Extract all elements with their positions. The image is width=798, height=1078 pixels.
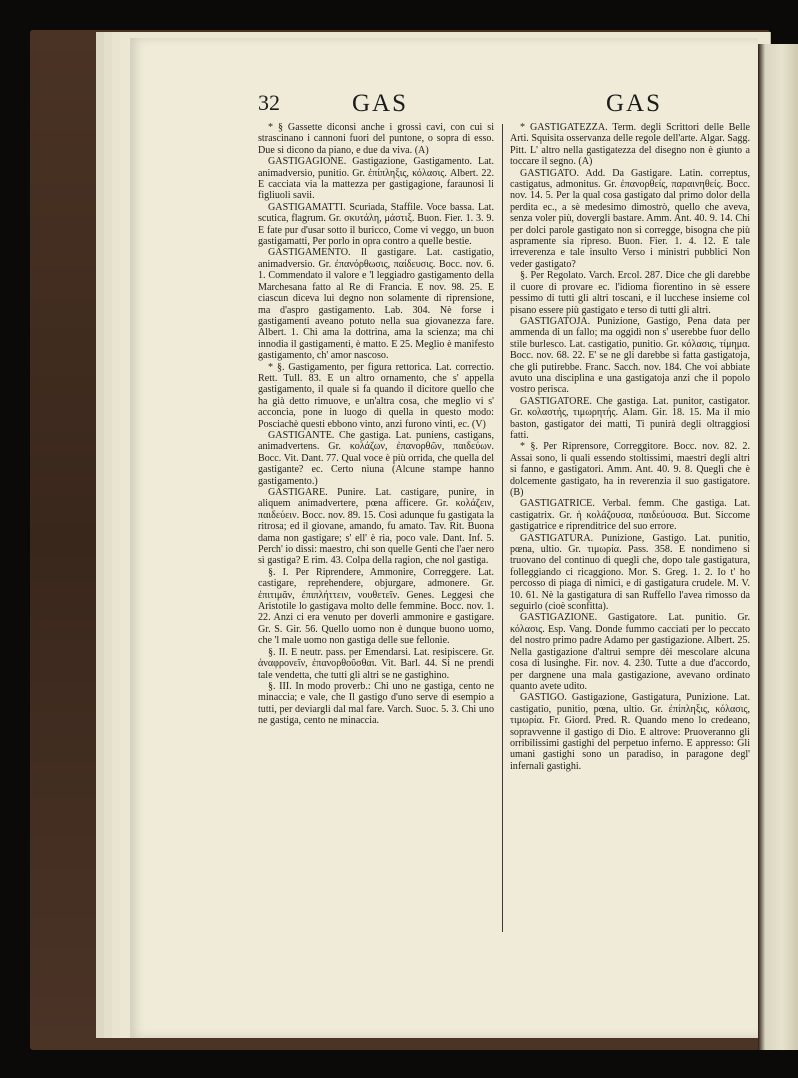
column-divider [502, 124, 503, 932]
dictionary-entry: GASTIGATO. Add. Da Gastigare. Latin. correptus, castigatus, admonitus. Gr. ἐπανορθείς, παραινηθείς. Bocc. nov. 14. 5. Per la qual cosa gastigato dal primo dolor della perdita ec., a sè medesimo dimostrò, quello che aveva, senza voler più, dovergli bastare. Amm. Ant. 40. 9. 14. Chi per dolci parole gastigato non si corregge, bisogna che più aspramente sia ripreso. Buon. Fier. 1. 4. 12. E tale irreverenza e tale insulto Verso i ministri pubblici Non veder gastigato? [510, 167, 750, 270]
left-column [258, 122, 494, 727]
dictionary-entry: * §. Gastigamento, per figura rettorica. Lat. correctio. Rett. Tull. 83. E un altro ornamento, che s' appella gastigamento, il quale si fa quando il dicitore quello che ha già detto rimuove, e un'altra cosa, che meglio vi s' acconcia, pone in luogo di quella in questo modo: Posciachè questi ebbono vinto, anzi furono vinti, ec. (V) [258, 361, 494, 430]
dictionary-entry: * GASTIGATEZZA. Term. degli Scrittori delle Belle Arti. Squisita osservanza delle regole dell'arte. Algar. Sagg. Pitt. L' altro nella gastigatezza del disegno non è giunto a toccare il segno. (A) [510, 122, 750, 168]
dictionary-entry: GASTIGARE. Punire. Lat. castigare, punire, in aliquem animadvertere, pœna afficere. Gr. κολάζειν, παιδεύειν. Bocc. nov. 89. 15. Così adunque fu gastigata la ritrosa; ed il giovane, amando, fu amato. Tav. Rit. Buona dama non gastigare; s' ell' è ria, poco vale. Dant. Inf. 5. Perch' io dissi: maestro, chi son quelle Genti che l'aer nero sì gastiga? E rim. 43. Colpa della ragion, che nol gastiga. [258, 487, 495, 567]
dictionary-entry: * §. Per Riprensore, Correggitore. Bocc. nov. 82. 2. Assai sono, li quali essendo stoltissimi, maestri degli altri si fanno, e gastigatori. Amm. Ant. 40. 9. 8. Queglì che è dolcemente gastigato, ha in reverenzia il suo gastigatore. (B) [510, 441, 750, 498]
dictionary-entry: GASTIGATOJA. Punizione, Gastigo, Pena data per ammenda di un fallo; ma oggidì non s' userebbe fuor dello stile burlesco. Lat. castigatio, punitio. Gr. κόλασις, τίμημα. Bocc. nov. 68. 22. E' se ne gli darebbe sì fatta gastigatoja, che gli putirebbe. Franc. Sacch. nov. 184. Che voi abbiate avuto una disciplina e una gastigatoja anzi che il popolo vostro perisca. [510, 315, 750, 396]
dictionary-entry: §. Per Regolato. Varch. Ercol. 287. Dice che gli darebbe il cuore di provare ec. l'idioma fiorentino in sè essere pessimo di tutti gli altri toscani, e il lucchese insieme col pisano essere più gastigato e terso di tutti gli altri. [510, 270, 750, 316]
right-running-head: GAS [606, 90, 663, 117]
dictionary-entry: GASTIGAGIONE. Gastigazione, Gastigamento. Lat. animadversio, punitio. Gr. ἐπίπληξις, κόλασις. Albert. 22. E cacciata via la mattezza per gastigagione, faraunosi li figliuoli savii. [258, 156, 494, 202]
page-header [258, 90, 663, 120]
dictionary-entry: GASTIGATURA. Punizione, Gastigo. Lat. punitio, pœna, ultio. Gr. τιμωρία. Pass. 358. E nondimeno si truovano del continuo di quegli che, dopo tale gastigatura, folleggiando ci ricaggiono. Mor. S. Greg. 1. 2. Io t' ho percosso di piaga di nimici, e di gastigatura crudele. M. V. 10. 61. Nè la gastigatura di san Ruffello l'avea rimosso da seguirlo (cioè sconfitta). [510, 532, 750, 613]
dictionary-entry: GASTIGATORE. Che gastiga. Lat. punitor, castigator. Gr. κολαστής, τιμωρητής. Alam. Gir. 18. 15. Ma il mio baston, gastigator dei matti, Ti punirà degli oltraggiosi fatti. [510, 395, 750, 441]
page-number: 32 [258, 90, 280, 115]
dictionary-entry: GASTIGAZIONE. Gastigatore. Lat. punitio. Gr. κόλασις. Esp. Vang. Donde fummo cacciati per lo peccato del nostro primo padre Adamo per gastigazione. Albert. 25. Nella gastigazione d'altrui sempre dèi mescolare alcuna cosa di lusinghe. Fir. nov. 4. 230. Tutte a due d'accordo, per dargnene una mala gastigazione, avevano ordinato quanto avete udito. [510, 612, 750, 692]
dictionary-entry: GASTIGO. Gastigazione, Gastigatura, Punizione. Lat. castigatio, punitio, pœna, ultio. Gr. ἐπίπληξις, κόλασις, τιμωρία. Fr. Giord. Pred. R. Quando meno lo credeano, sopravvenne il gastigo di Dio. E altrove: Pruoveranno gli orribilissimi gastighi del perpetuo inferno. E appresso: Gli umani gastighi sono un paradiso, in paragone degl' infernali gastighi. [510, 692, 750, 772]
right-column [510, 122, 750, 772]
left-running-head: GAS [352, 90, 409, 117]
dictionary-entry: GASTIGAMENTO. Il gastigare. Lat. castigatio, animadversio. Gr. ἐπανόρθωσις, παίδευσις. Bocc. nov. 6. 1. Commendato il valore e 'l leggiadro gastigamento della Marchesana fatto al Re di Francia. E nov. 98. 25. E ciascun diceva lui degno non solamente di riprensione, ma d'aspro gastigamento. Lab. 304. Nè forse i gastigamenti aveano potuto nella sua giovanezza fare. Albert. 1. Chi ama la dottrina, ama la scienza; ma chi innodia il gastigamenti, è matto. E 25. Meglio è manifesto gastigamento, ch' amor nascoso. [258, 247, 494, 362]
dictionary-entry: GASTIGATRICE. Verbal. femm. Che gastiga. Lat. castigatrix. Gr. ἡ κολάζουσα, παιδεύουσα. But. Siccome gastigatrice e riprenditrice del suo errore. [510, 498, 750, 533]
facing-page-edge [758, 44, 798, 1050]
dictionary-entry: GASTIGAMATTI. Scuriada, Staffile. Voce bassa. Lat. scutica, flagrum. Gr. σκυτάλη, μάστιξ. Buon. Fier. 1. 3. 9. E fate pur d'usar sotto il buricco, Come vi veggo, un buon gastigamatti, Per porlo in opra contro a quelle bestie. [258, 201, 494, 248]
dictionary-entry: §. II. E neutr. pass. per Emendarsi. Lat. resipiscere. Gr. ἀναφρονεῖν, ἐπανορθοῦσθαι. Vit. Barl. 44. Si ne prendi tale vendetta, che tutti gli altri se ne gastighino. [258, 646, 494, 681]
dictionary-entry: GASTIGANTE. Che gastiga. Lat. puniens, castigans, animadvertens. Gr. κολάζων, ἐπανορθῶν, παιδεύων. Bocc. Vit. Dant. 77. Qual voce è più orrida, che quella del gastigante? ec. Certo niuna (Alcune stampe hanno gastigamento.) [258, 429, 494, 487]
dictionary-entry: * § Gassette diconsi anche i grossi cavi, con cui si strascinano i cannoni fuori del puntone, o sopra di esso. Due si dicono da piano, e due da viva. (A) [258, 122, 494, 156]
dictionary-entry: §. I. Per Riprendere, Ammonire, Correggere. Lat. castigare, reprehendere, objurgare, admonere. Gr. ἐπιτιμᾶν, ἐπιπλήττειν, νουθετεῖν. Genes. Leggesi che Aristotile lo gastigava molto delle femmine. Bocc. nov. 1. 22. Anzi ci era venuto per doverli ammonire e gastigare. Gr. S. Gir. 56. Quello uomo non è dunque buono uomo, che 'l male uomo non gastiga delle sue fellonìe. [258, 566, 494, 647]
dictionary-entry: §. III. In modo proverb.: Chi uno ne gastiga, cento ne minaccia; e vale, che Il gastigo d'uno serve di esempio a tutti, per deviargli dal mal fare. Varch. Suoc. 5. 3. Chi uno ne gastiga, cento ne minaccia. [258, 680, 494, 727]
